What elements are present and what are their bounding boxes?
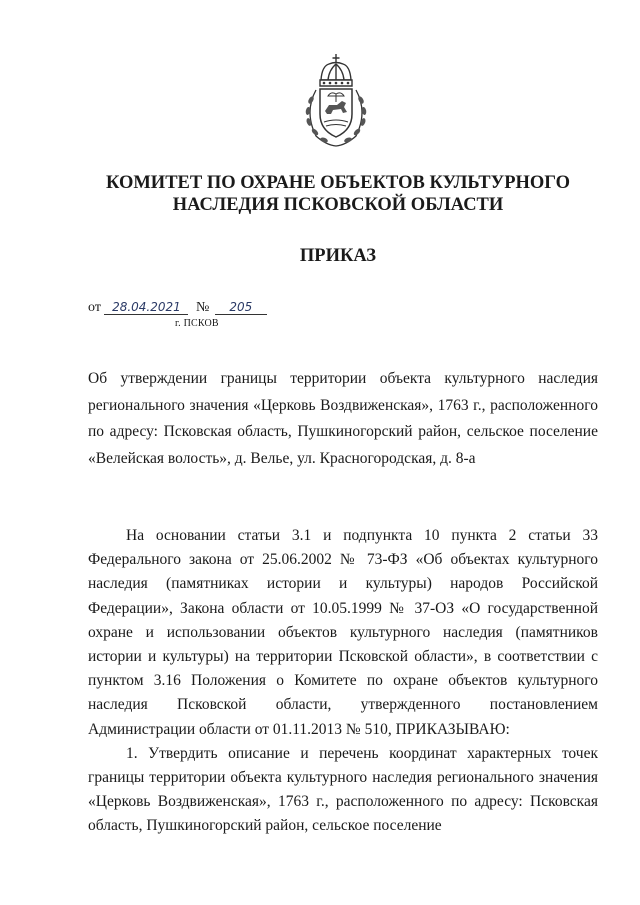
order-date-handwritten: 28.04.2021 [104,300,188,315]
order-subject: Об утверждении границы территории объекта культурного наследия регионального значения «Церковь Воздвиженская», 1763 г., расположенного по адресу: Псковская область, Пушкиногорский район, сельское поселение «Велейская волость», д. Велье, ул. Красногородская, д. 8-а [88,370,598,467]
order-number-label: № [195,300,210,315]
pskov-region-coat-of-arms-emblem [296,50,376,150]
organization-name-line2: НАСЛЕДИЯ ПСКОВСКОЙ ОБЛАСТИ [172,195,504,215]
body-paragraph-basis: На основании статьи 3.1 и подпункта 10 пункта 2 статьи 33 Федерального закона от 25.06.2002 № 73-ФЗ «Об объектах культурного наследия (памятниках истории и культуры) народов Российской Федерации», Закона области от 10.05.1999 № 37-ОЗ «О государственной охране и использовании объектов культурного наследия (памятников истории и культуры) на территории Псковской области», в соответствии с пунктом 3.16 Положения о Комитете по охране объектов культурного наследия Псковской области, утвержденного постановлением Администрации области от 01.11.2013 № 510, ПРИКАЗЫВАЮ: [88,527,598,738]
order-body [88,524,598,839]
order-date-number-line [88,300,267,316]
document-title: ПРИКАЗ [299,246,377,266]
order-number-handwritten: 205 [215,300,267,315]
organization-name-line1: КОМИТЕТ ПО ОХРАНЕ ОБЪЕКТОВ КУЛЬТУРНОГО [106,173,570,193]
body-paragraph-item-1: 1. Утвердить описание и перечень координат характерных точек границы территории объекта культурного наследия регионального значения «Церковь Воздвиженская», 1763 г., расположенного по адресу: Псковская область, Пушкиногорский район, сельское поселение [88,744,598,835]
order-date-prefix: от [88,300,101,315]
order-city: г. ПСКОВ [175,318,219,329]
